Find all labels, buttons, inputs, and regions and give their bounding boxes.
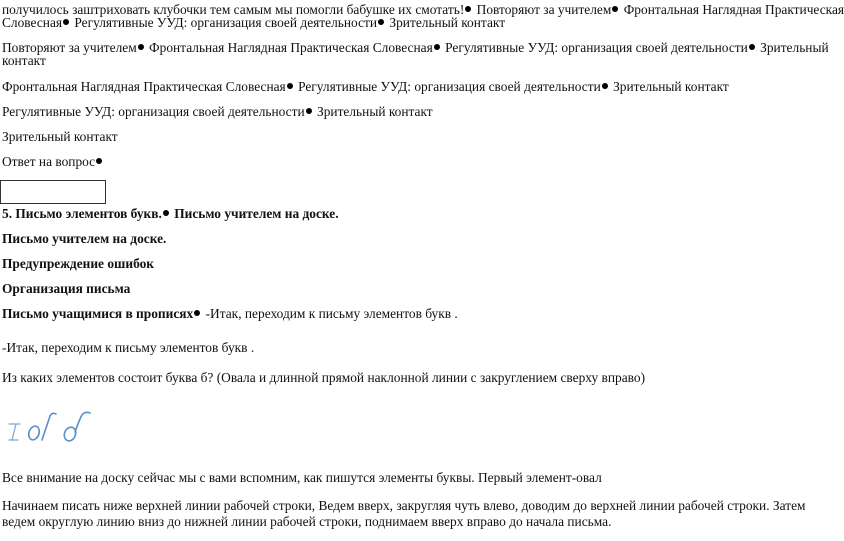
instruction-paragraph: Начинаем писать ниже верхней линии рабочей строки, Ведем вверх, закругляя чуть влево, доводим до верхней линии рабочей строки. Затем ведем округлую линию вниз до нижней линии рабочей строки, поднимаем вверх вправо до начала письма. [2, 498, 806, 529]
table-cell-box [0, 180, 106, 204]
line1-d: Словесная [2, 15, 63, 30]
line1-a: получилось заштриховать клубочки тем самым мы помогли бабушке их смотать! [2, 2, 465, 17]
bullet-icon [194, 310, 200, 316]
answer-label: Ответ на вопрос [2, 154, 96, 169]
bullet-icon [465, 6, 471, 12]
text-line-2 [2, 40, 829, 56]
students-line [2, 306, 458, 322]
bullet-icon [749, 44, 755, 50]
line2-d: Зрительный [760, 40, 829, 55]
line2-e: контакт [2, 53, 46, 68]
line1-b: Повторяют за учителем [476, 2, 612, 17]
text-line-6 [2, 154, 104, 170]
students-a: Письмо учащимися в прописях [2, 306, 194, 321]
intro-line: -Итак, переходим к письму элементов букв . [2, 340, 255, 355]
line2-c: Регулятивные УУД: организация своей деятельности [445, 40, 748, 55]
attention-line: Все внимание на доску сейчас мы с вами вспомним, как пишутся элементы буквы. Первый элемент-овал [2, 470, 602, 485]
students-b: -Итак, переходим к письму элементов букв . [205, 306, 458, 321]
bullet-icon [612, 6, 618, 12]
bullet-icon [63, 19, 69, 25]
line3-c: Зрительный контакт [613, 79, 729, 94]
text-line-3 [2, 79, 729, 95]
text-line-2-cont [2, 53, 46, 69]
line1-e: Регулятивные УУД: организация своей деятельности [74, 15, 378, 30]
teacher-writing: Письмо учителем на доске. [2, 231, 167, 246]
question-line: Из каких элементов состоит буква б? (Овала и длинной прямой наклонной линии с закруглением сверху вправо) [2, 370, 646, 385]
line3-a: Фронтальная Наглядная Практическая Словесная [2, 79, 286, 94]
bullet-icon [378, 19, 384, 25]
text-line-5: Зрительный контакт [2, 129, 118, 144]
bullet-icon [306, 108, 312, 114]
section5-a: 5. Письмо элементов букв. [2, 206, 162, 221]
bullet-icon [602, 83, 608, 89]
line1-c: Фронтальная Наглядная Практическая [623, 2, 844, 17]
text-line-1-cont [2, 15, 505, 31]
line3-b: Регулятивные УУД: организация своей деятельности [298, 79, 601, 94]
error-prevention: Предупреждение ошибок [2, 256, 154, 271]
line4-b: Зрительный контакт [317, 104, 433, 119]
bullet-icon [138, 44, 144, 50]
bullet-icon [163, 210, 169, 216]
bullet-icon [434, 44, 440, 50]
line4-a: Регулятивные УУД: организация своей деятельности [2, 104, 305, 119]
line2-b: Фронтальная Наглядная Практическая Словесная [149, 40, 433, 55]
line2-a: Повторяют за учителем [2, 40, 137, 55]
section-5-heading [2, 206, 339, 222]
text-line-4 [2, 104, 433, 120]
section5-b: Письмо учителем на доске. [174, 206, 339, 221]
bullet-icon [96, 158, 102, 164]
handwritten-letter-elements-image [6, 410, 96, 446]
line1-f: Зрительный контакт [389, 15, 506, 30]
organization: Организация письма [2, 281, 131, 296]
bullet-icon [287, 83, 293, 89]
